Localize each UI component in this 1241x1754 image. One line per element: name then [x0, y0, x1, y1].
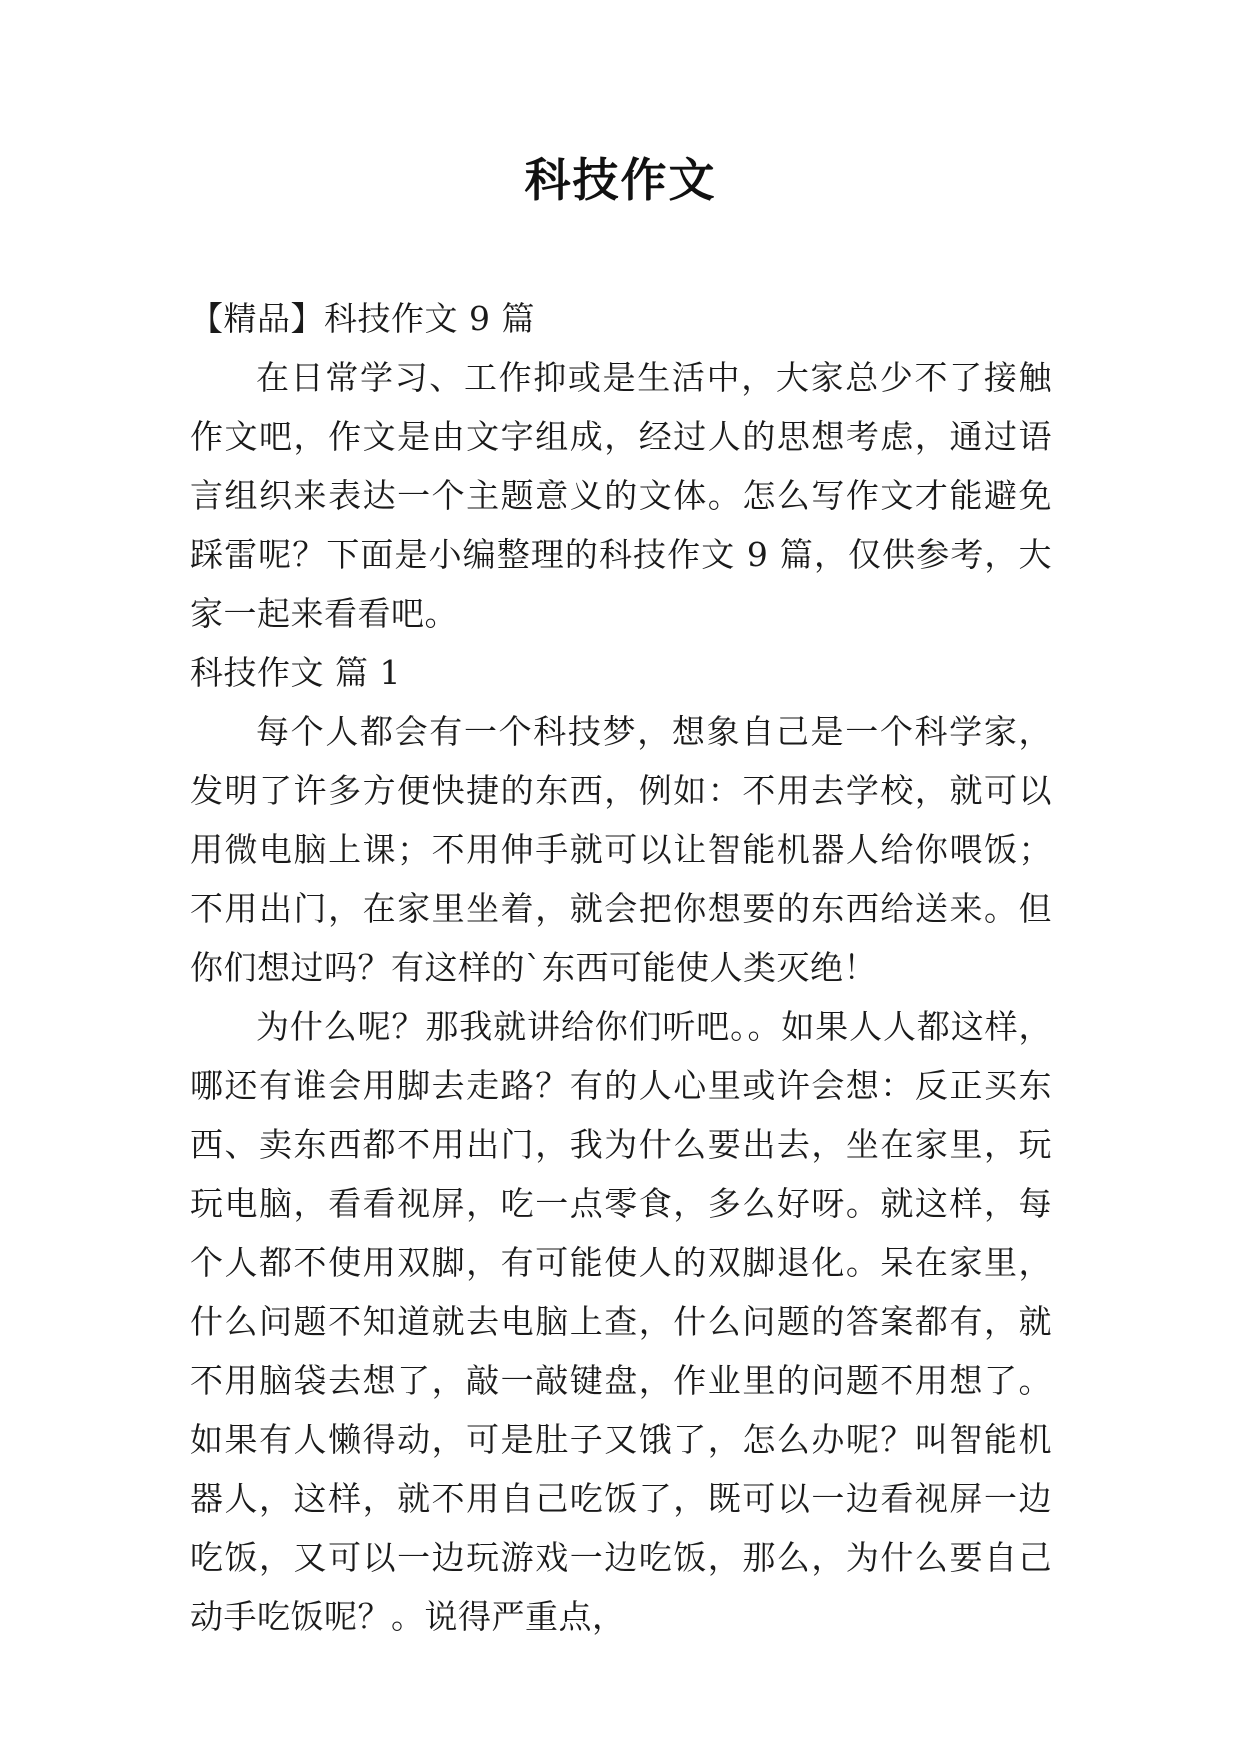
document-subtitle: 【精品】科技作文 9 篇	[190, 299, 535, 338]
document-body	[190, 289, 1052, 1646]
section-paragraph: 为什么呢？那我就讲给你们听吧。。如果人人都这样，哪还有谁会用脚去走路？有的人心里或许会想：反正买东西、卖东西都不用出门，我为什么要出去，坐在家里，玩玩电脑，看看视屏，吃一点零食，多么好呀。就这样，每个人都不使用双脚，有可能使人的双脚退化。呆在家里，什么问题不知道就去电脑上查，什么问题的答案都有，就不用脑袋去想了，敲一敲键盘，作业里的问题不用想了。如果有人懒得动，可是肚子又饿了，怎么办呢？叫智能机器人，这样，就不用自己吃饭了，既可以一边看视屏一边吃饭，又可以一边玩游戏一边吃饭，那么，为什么要自己动手吃饭呢？。说得严重点，	[190, 1007, 1052, 1636]
section-heading: 科技作文 篇 1	[190, 653, 401, 692]
page-title: 科技作文	[524, 153, 717, 207]
section-paragraph: 每个人都会有一个科技梦，想象自己是一个科学家，发明了许多方便快捷的东西，例如：不用去学校，就可以用微电脑上课；不用伸手就可以让智能机器人给你喂饭；不用出门，在家里坐着，就会把你想要的东西给送来。但你们想过吗？有这样的`东西可能使人类灭绝！	[190, 712, 1052, 987]
intro-paragraph: 在日常学习、工作抑或是生活中，大家总少不了接触作文吧，作文是由文字组成，经过人的思想考虑，通过语言组织来表达一个主题意义的文体。怎么写作文才能避免踩雷呢？下面是小编整理的科技作文 9 篇，仅供参考，大家一起来看看吧。	[190, 358, 1052, 633]
